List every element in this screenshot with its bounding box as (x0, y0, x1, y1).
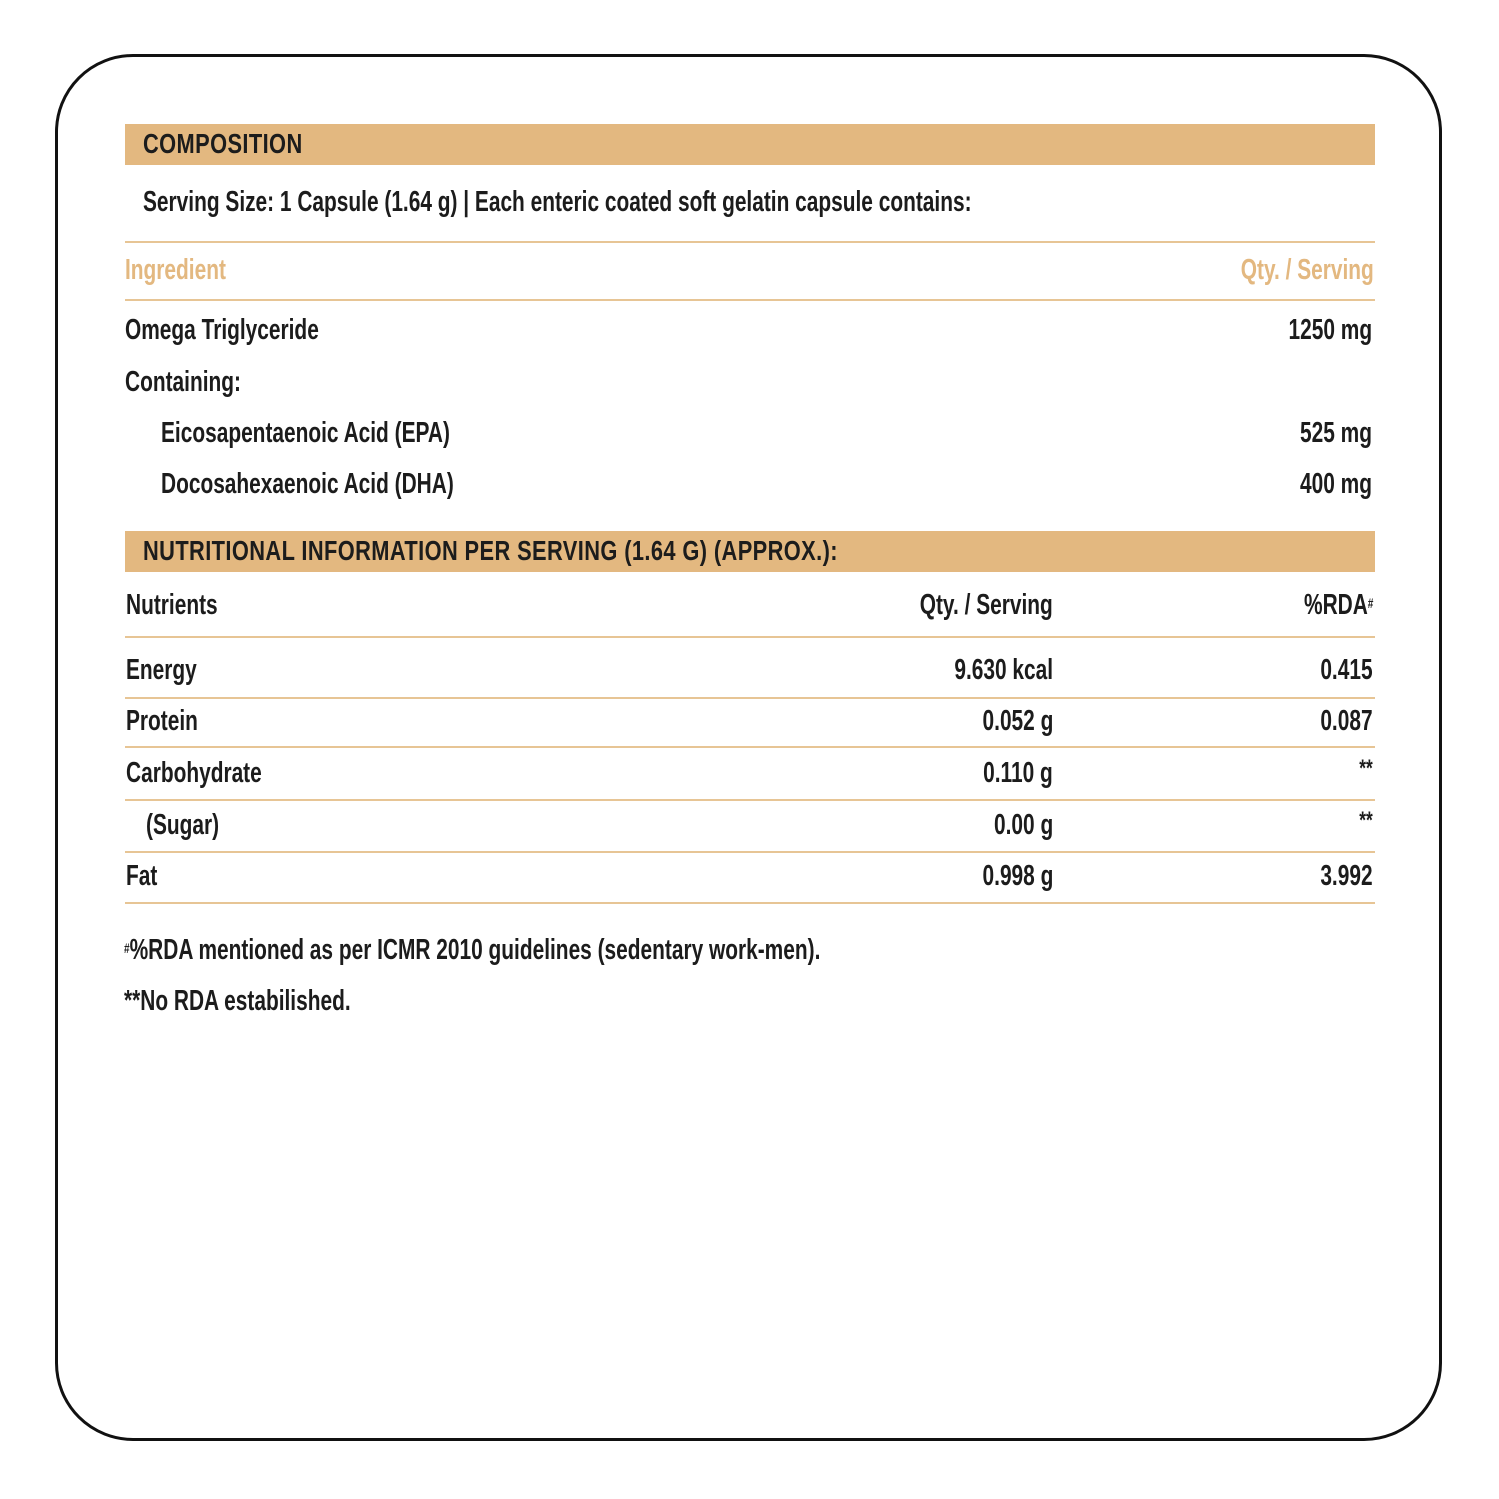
rda-column-header: %RDA# (1303, 589, 1373, 621)
divider (125, 241, 1375, 243)
composition-title: COMPOSITION (143, 128, 303, 159)
divider (125, 746, 1375, 748)
nutrients-column-header: Nutrients (126, 589, 218, 621)
nutrient-name: Energy (126, 654, 197, 686)
no-rda-footnote: **No RDA estabilished. (124, 985, 351, 1017)
ingredient-qty: 400 mg (1300, 468, 1372, 500)
nutrient-name: Carbohydrate (126, 757, 262, 789)
ingredient-name: Docosahexaenoic Acid (DHA) (161, 468, 454, 500)
ingredient-name: Eicosapentaenoic Acid (EPA) (161, 417, 450, 449)
nutrient-rda: 3.992 (1320, 860, 1373, 892)
ingredient-name: Omega Triglyceride (125, 314, 319, 346)
divider (125, 697, 1375, 699)
nutrient-rda: ** (1359, 807, 1373, 834)
nutrient-rda: 0.415 (1320, 654, 1373, 686)
divider (125, 851, 1375, 853)
nutrient-rda: 0.087 (1320, 705, 1373, 737)
nutrient-qty: 9.630 kcal (954, 654, 1053, 686)
serving-size-text: Serving Size: 1 Capsule (1.64 g) | Each enteric coated soft gelatin capsule contains: (143, 186, 972, 218)
qty-column-header: Qty. / Serving (919, 589, 1053, 621)
ingredient-qty: 525 mg (1300, 417, 1372, 449)
nutrient-name: Protein (126, 705, 198, 737)
nutrition-header-band (125, 531, 1375, 572)
nutrient-qty: 0.00 g (993, 809, 1053, 841)
divider (125, 299, 1375, 301)
nutrition-title: NUTRITIONAL INFORMATION PER SERVING (1.64 G) (APPROX.): (143, 535, 838, 566)
divider (125, 902, 1375, 904)
rda-footnote: #%RDA mentioned as per ICMR 2010 guidelines (sedentary work-men). (124, 934, 821, 966)
nutrient-rda: ** (1359, 755, 1373, 782)
ingredient-column-header: Ingredient (125, 254, 226, 286)
nutrient-name: (Sugar) (146, 809, 220, 841)
nutrient-qty: 0.110 g (983, 757, 1053, 789)
divider (125, 799, 1375, 801)
nutrient-qty: 0.998 g (982, 860, 1053, 892)
nutrient-name: Fat (126, 860, 158, 892)
divider (125, 636, 1375, 638)
qty-column-header: Qty. / Serving (1240, 254, 1374, 286)
nutrient-qty: 0.052 g (982, 705, 1053, 737)
ingredient-name: Containing: (125, 366, 241, 398)
ingredient-qty: 1250 mg (1288, 314, 1372, 346)
composition-header-band (125, 124, 1375, 165)
